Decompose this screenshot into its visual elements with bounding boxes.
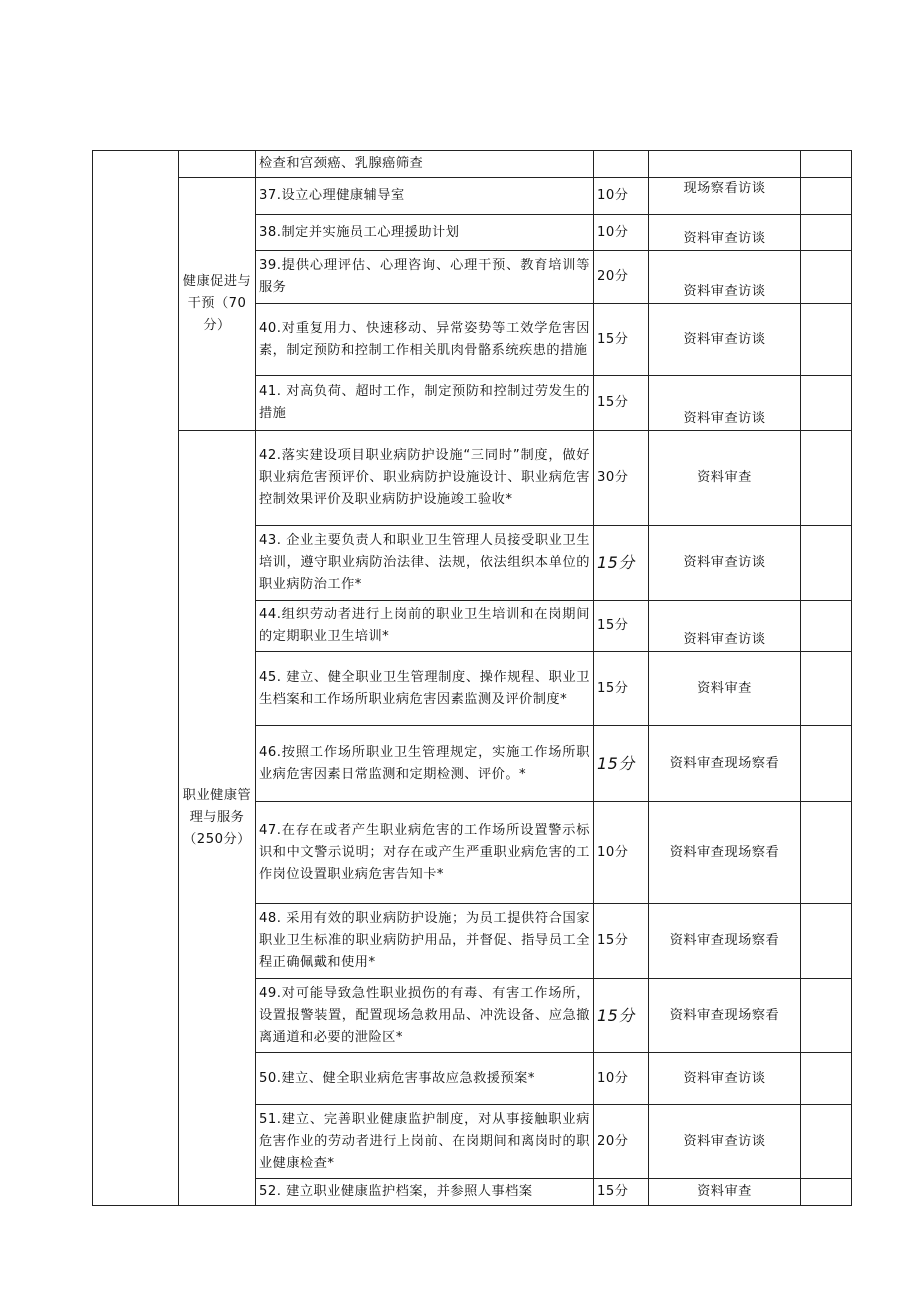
remark-cell <box>801 251 852 304</box>
score-cell: 15分 <box>594 904 649 979</box>
item-text: 42.落实建设项目职业病防护设施“三同时”制度，做好职业病危害预评价、职业病防护设施设计、职业病危害控制效果评价及职业病防护设施竣工验收* <box>256 431 594 526</box>
remark-cell <box>801 904 852 979</box>
method-cell: 资料审查 <box>649 652 801 726</box>
item-text: 39.提供心理评估、心理咨询、心理干预、教育培训等服务 <box>256 251 594 304</box>
remark-cell <box>801 1053 852 1105</box>
remark-cell <box>801 376 852 431</box>
score-cell: 15分 <box>594 652 649 726</box>
section-cell <box>93 151 179 1206</box>
method-cell: 资料审查现场察看 <box>649 979 801 1053</box>
method-cell: 资料审查访谈 <box>649 1105 801 1179</box>
method-cell: 现场察看访谈 <box>649 178 801 215</box>
remark-cell <box>801 1179 852 1206</box>
score-cell <box>594 151 649 178</box>
method-cell <box>649 151 801 178</box>
score-cell: 20分 <box>594 1105 649 1179</box>
score-cell: 15分 <box>594 601 649 652</box>
category-health-promotion: 健康促进与干预（70分） <box>179 178 256 431</box>
score-cell: 10分 <box>594 802 649 904</box>
remark-cell <box>801 652 852 726</box>
item-text: 37.设立心理健康辅导室 <box>256 178 594 215</box>
method-cell: 资料审查访谈 <box>649 601 801 652</box>
item-text: 38.制定并实施员工心理援助计划 <box>256 215 594 251</box>
score-cell: 10分 <box>594 178 649 215</box>
score-cell: 15分 <box>594 979 649 1053</box>
method-cell: 资料审查 <box>649 431 801 526</box>
remark-cell <box>801 431 852 526</box>
item-text: 51.建立、完善职业健康监护制度，对从事接触职业病危害作业的劳动者进行上岗前、在岗期间和离岗时的职业健康检查* <box>256 1105 594 1179</box>
method-cell: 资料审查访谈 <box>649 526 801 601</box>
method-cell: 资料审查现场察看 <box>649 726 801 802</box>
score-cell: 20分 <box>594 251 649 304</box>
score-cell: 15分 <box>594 304 649 376</box>
score-cell: 15分 <box>594 1179 649 1206</box>
remark-cell <box>801 601 852 652</box>
item-text: 41. 对高负荷、超时工作，制定预防和控制过劳发生的措施 <box>256 376 594 431</box>
remark-cell <box>801 802 852 904</box>
method-cell: 资料审查访谈 <box>649 1053 801 1105</box>
evaluation-table <box>92 150 852 1206</box>
table-row <box>93 431 852 526</box>
method-cell: 资料审查访谈 <box>649 215 801 251</box>
category-cell <box>179 151 256 178</box>
remark-cell <box>801 1105 852 1179</box>
score-cell: 30分 <box>594 431 649 526</box>
method-cell: 资料审查现场察看 <box>649 802 801 904</box>
remark-cell <box>801 151 852 178</box>
item-text: 47.在存在或者产生职业病危害的工作场所设置警示标识和中文警示说明；对存在或产生严重职业病危害的工作岗位设置职业病危害告知卡* <box>256 802 594 904</box>
item-text: 45. 建立、健全职业卫生管理制度、操作规程、职业卫生档案和工作场所职业病危害因素监测及评价制度* <box>256 652 594 726</box>
method-cell: 资料审查访谈 <box>649 251 801 304</box>
item-text: 46.按照工作场所职业卫生管理规定，实施工作场所职业病危害因素日常监测和定期检测、评价。* <box>256 726 594 802</box>
item-text: 43. 企业主要负责人和职业卫生管理人员接受职业卫生培训，遵守职业病防治法律、法规，依法组织本单位的职业病防治工作* <box>256 526 594 601</box>
score-cell: 10分 <box>594 1053 649 1105</box>
category-occupational-health: 职业健康管理与服务（250分） <box>179 431 256 1206</box>
score-cell: 10分 <box>594 215 649 251</box>
method-cell: 资料审查访谈 <box>649 376 801 431</box>
item-text: 52. 建立职业健康监护档案，并参照人事档案 <box>256 1179 594 1206</box>
item-text: 49.对可能导致急性职业损伤的有毒、有害工作场所，设置报警装置，配置现场急救用品、冲洗设备、应急撤离通道和必要的泄险区* <box>256 979 594 1053</box>
method-cell: 资料审查 <box>649 1179 801 1206</box>
table-row <box>93 151 852 178</box>
remark-cell <box>801 215 852 251</box>
table-row <box>93 178 852 215</box>
remark-cell <box>801 178 852 215</box>
score-cell: 15分 <box>594 526 649 601</box>
remark-cell <box>801 526 852 601</box>
item-text: 44.组织劳动者进行上岗前的职业卫生培训和在岗期间的定期职业卫生培训* <box>256 601 594 652</box>
remark-cell <box>801 726 852 802</box>
item-text: 40.对重复用力、快速移动、异常姿势等工效学危害因素，制定预防和控制工作相关肌肉骨骼系统疾患的措施 <box>256 304 594 376</box>
item-text: 检查和宫颈癌、乳腺癌筛查 <box>256 151 594 178</box>
method-cell: 资料审查访谈 <box>649 304 801 376</box>
method-cell: 资料审查现场察看 <box>649 904 801 979</box>
score-cell: 15分 <box>594 376 649 431</box>
item-text: 50.建立、健全职业病危害事故应急救援预案* <box>256 1053 594 1105</box>
remark-cell <box>801 304 852 376</box>
score-cell: 15分 <box>594 726 649 802</box>
item-text: 48. 采用有效的职业病防护设施；为员工提供符合国家职业卫生标准的职业病防护用品，并督促、指导员工全程正确佩戴和使用* <box>256 904 594 979</box>
remark-cell <box>801 979 852 1053</box>
